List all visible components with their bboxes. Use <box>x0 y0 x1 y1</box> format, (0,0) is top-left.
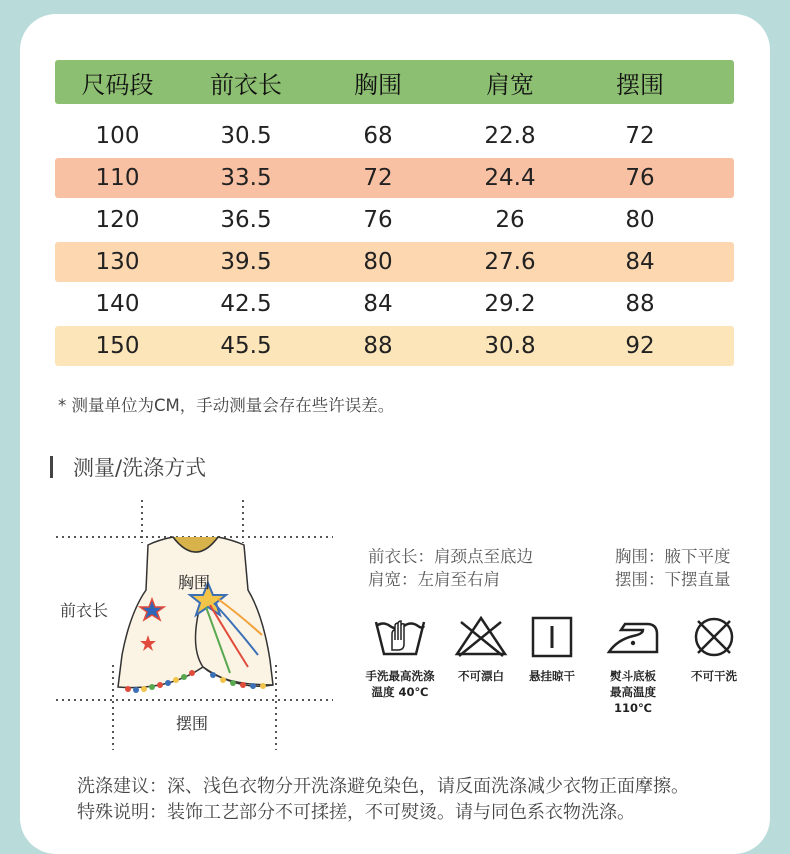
table-cell: 110 <box>95 165 140 191</box>
hem-label: 摆围 <box>176 714 209 733</box>
table-cell: 80 <box>625 207 655 233</box>
table-cell: 88 <box>625 291 655 317</box>
care-hand-wash-line1: 手洗最高洗涤 <box>365 669 435 683</box>
table-cell: 42.5 <box>220 291 272 317</box>
table-cell: 120 <box>95 207 140 233</box>
table-row <box>55 326 734 366</box>
table-row <box>55 116 734 156</box>
care-no-bleach <box>441 612 521 684</box>
care-line-dry <box>512 612 592 684</box>
care-iron <box>593 612 673 716</box>
table-cell: 92 <box>625 333 655 359</box>
header-shoulder: 肩宽 <box>486 70 534 99</box>
wash-advice: 洗涤建议：深、浅色衣物分开洗涤避免染色，请反面洗涤减少衣物正面摩擦。 <box>77 776 689 797</box>
vest-diagram <box>48 495 348 755</box>
table-cell: 140 <box>95 291 140 317</box>
measure-chest: 胸围：腋下平度 <box>615 547 731 566</box>
front-length-label: 前衣长 <box>60 601 109 620</box>
header-size: 尺码段 <box>81 70 154 99</box>
table-cell: 24.4 <box>484 165 536 191</box>
care-hand-wash-line2: 温度 40℃ <box>371 685 429 699</box>
measure-front-length: 前衣长：肩颈点至底边 <box>368 547 533 566</box>
table-cell: 84 <box>625 249 655 275</box>
table-cell: 27.6 <box>484 249 536 275</box>
table-cell: 76 <box>625 165 655 191</box>
table-cell: 68 <box>363 123 393 149</box>
table-row <box>55 158 734 198</box>
title-bar <box>50 456 53 478</box>
care-no-dry-clean-label: 不可干洗 <box>691 669 737 683</box>
table-header <box>55 60 734 104</box>
no-dry-clean-icon <box>686 612 742 660</box>
no-bleach-icon <box>453 612 509 660</box>
measure-hem: 摆围：下摆直量 <box>615 570 731 589</box>
table-row <box>55 200 734 240</box>
care-no-dry-clean <box>674 612 754 684</box>
chest-label: 胸围 <box>178 573 211 592</box>
care-hand-wash-label <box>360 668 440 700</box>
iron-icon <box>603 612 663 660</box>
table-cell: 130 <box>95 249 140 275</box>
table-cell: 33.5 <box>220 165 272 191</box>
table-cell: 45.5 <box>220 333 272 359</box>
care-line-dry-label: 悬挂晾干 <box>529 669 575 683</box>
special-notes: 特殊说明：装饰工艺部分不可揉搓，不可熨烫。请与同色系衣物洗涤。 <box>77 802 635 823</box>
table-cell: 76 <box>363 207 393 233</box>
header-front-length: 前衣长 <box>210 70 282 99</box>
care-iron-label <box>593 668 673 716</box>
table-cell: 30.5 <box>220 123 272 149</box>
table-cell: 84 <box>363 291 393 317</box>
size-table <box>55 60 734 368</box>
care-iron-line1: 熨斗底板 <box>610 669 656 683</box>
table-cell: 150 <box>95 333 140 359</box>
measure-shoulder: 肩宽：左肩至右肩 <box>368 570 500 589</box>
table-cell: 26 <box>495 207 525 233</box>
table-cell: 30.8 <box>484 333 536 359</box>
table-cell: 36.5 <box>220 207 272 233</box>
header-hem: 摆围 <box>616 70 664 99</box>
care-iron-line2: 最高温度 110℃ <box>610 685 656 715</box>
table-cell: 80 <box>363 249 393 275</box>
table-cell: 22.8 <box>484 123 536 149</box>
header-chest: 胸围 <box>354 70 402 99</box>
table-row <box>55 242 734 282</box>
hand-wash-icon <box>372 612 428 660</box>
line-dry-icon <box>524 612 580 660</box>
care-hand-wash <box>360 612 440 700</box>
section-title <box>50 452 206 482</box>
table-cell: 29.2 <box>484 291 536 317</box>
section-title-text: 测量/洗涤方式 <box>73 456 207 480</box>
table-cell: 72 <box>625 123 655 149</box>
table-cell: 39.5 <box>220 249 272 275</box>
table-row <box>55 284 734 324</box>
care-no-bleach-label: 不可漂白 <box>458 669 504 683</box>
table-cell: 72 <box>363 165 393 191</box>
table-cell: 88 <box>363 333 393 359</box>
table-cell: 100 <box>95 123 140 149</box>
measurement-note: * 测量单位为CM，手动测量会存在些许误差。 <box>58 396 395 415</box>
